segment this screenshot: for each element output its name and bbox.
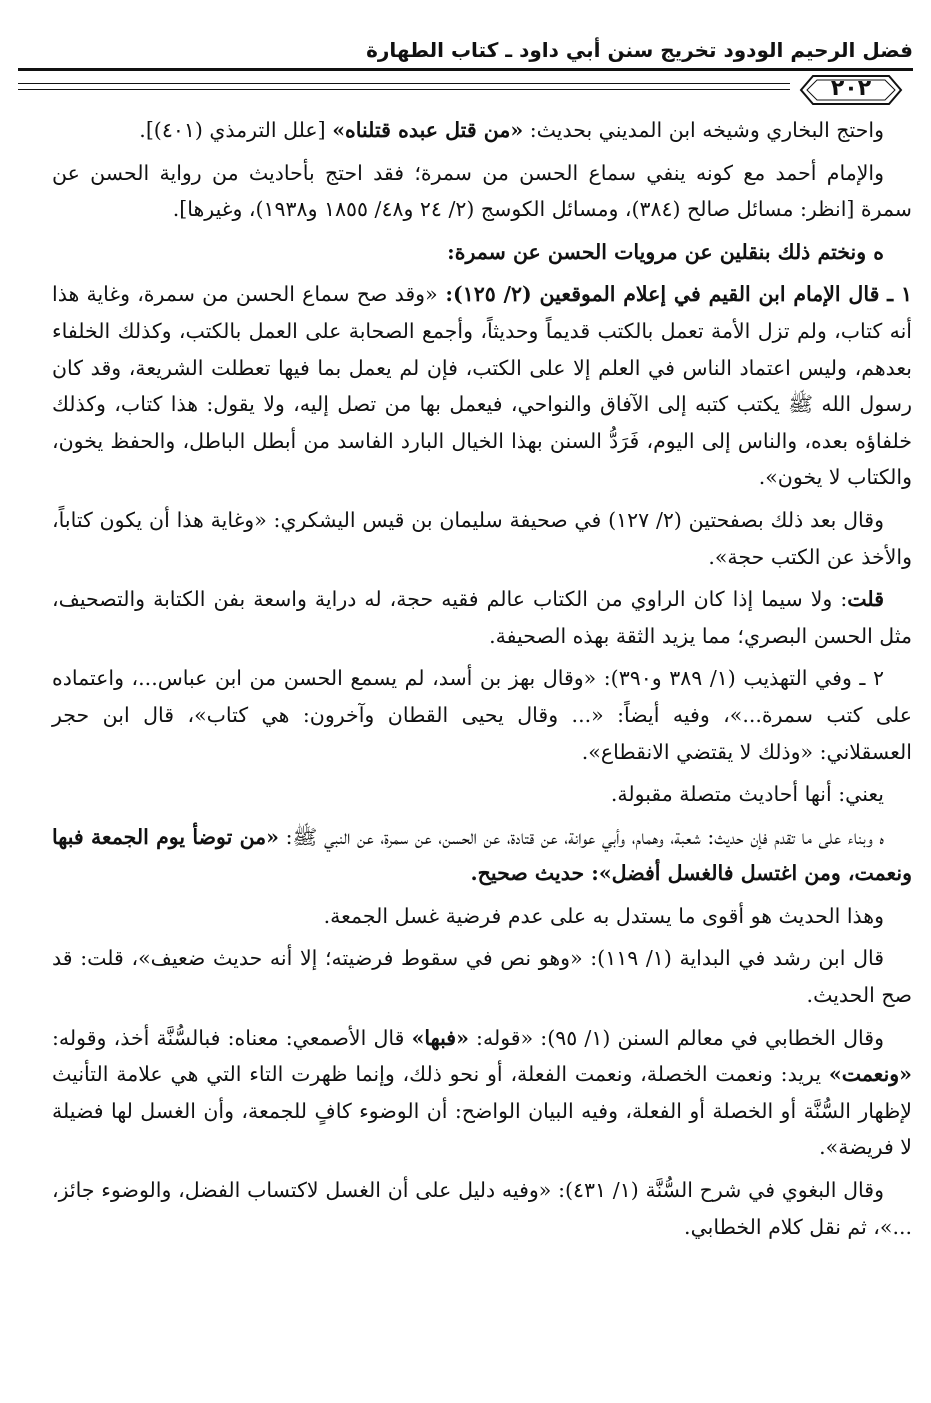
paragraph	[52, 581, 912, 654]
bold-text-run: «فبها»	[411, 1025, 469, 1050]
bold-text-run: «من توضأ يوم الجمعة فبها ونعمت، ومن اغتسل فالغسل أفضل»: حديث صحيح.	[52, 824, 912, 886]
text-run: : ولا سيما إذا كان الراوي من الكتاب عالم فقيه حجة، له دراية واسعة بفن الكتابة والتصحيف، مثل الحسن البصري؛ مما يزيد الثقة بهذه الصحيفة.	[52, 587, 912, 648]
bold-text-run: ١ ـ قال الإمام ابن القيم في إعلام الموقعين (٢/ ١٢٥):	[437, 282, 912, 307]
paragraph	[52, 819, 912, 892]
text-run: قال ابن رشد في البداية (١/ ١١٩): «وهو نص في سقوط فرضيته؛ إلا أنه حديث ضعيف»، قلت: قد صح الحديث.	[52, 946, 912, 1008]
text-run: يعني: أنها أحاديث متصلة مقبولة.	[610, 782, 884, 807]
header-double-rule-bottom	[18, 89, 790, 90]
text-run: [علل الترمذي (٤٠١)].	[139, 118, 333, 142]
header-rule	[18, 68, 913, 71]
bold-text-run: قلت	[847, 587, 884, 612]
bold-text-run: ه ونختم ذلك بنقلين عن مرويات الحسن عن سمرة:	[447, 239, 884, 264]
text-run: قال الأصمعي: معناه: فبالسُّنَّة أخذ، وقوله:	[52, 1025, 412, 1050]
paragraph	[52, 940, 912, 1013]
page-number-ornament	[791, 72, 911, 108]
paragraph	[52, 502, 912, 575]
bold-text-run: «من قتل عبده قتلناه»	[332, 118, 524, 142]
paragraph	[52, 1020, 912, 1166]
text-run: ٢ ـ وفي التهذيب (١/ ٣٨٩ و٣٩٠): «وقال بهز بن أسد، لم يسمع الحسن من ابن عباس...، واعتماده على كتب سمرة...»، وفيه أيضاً: «... وقال يحيى القطان وآخرون: هي كتاب»، قال ابن حجر العسقلاني: «وذلك لا يقتضي الانقطاع».	[52, 666, 912, 764]
text-run: وقال البغوي في شرح السُّنَّة (١/ ٤٣١): «وفيه دليل على أن الغسل لاكتساب الفضل، والوضوء جائز، ...»، ثم نقل كلام الخطابي.	[52, 1178, 912, 1239]
text-run: والإمام أحمد مع كونه ينفي سماع الحسن من سمرة؛ فقد احتج بأحاديث من رواية الحسن عن سمرة [انظر: مسائل صالح (٣٨٤)، ومسائل الكوسج (٢/ ٢٤ و٤٨/ ١٨٥٥ و١٩٣٨)، وغيرها].	[52, 160, 912, 222]
text-run: وقال الخطابي في معالم السنن (١/ ٩٥): «قوله:	[468, 1025, 884, 1050]
paragraph	[52, 660, 912, 770]
running-head: فضل الرحيم الودود تخريج سنن أبي داود ـ كتاب الطهارة	[366, 38, 913, 62]
paragraph	[52, 276, 912, 496]
paragraph	[52, 898, 912, 935]
body-text	[52, 112, 912, 1251]
paragraph	[52, 112, 912, 149]
text-run: واحتج البخاري وشيخه ابن المديني بحديث:	[523, 118, 884, 142]
text-run: ه وبناء على ما تقدم فإن حديث: شعبة، وهمام، وأبي عوانة، عن قتادة، عن الحسن، عن سمرة، عن النبي ﷺ:	[278, 824, 884, 849]
paragraph	[52, 776, 912, 813]
text-run: يريد: ونعمت الخصلة، ونعمت الفعلة، أو نحو ذلك، وإنما ظهرت التاء التي هي علامة التأنيث لإظهار السُّنَّة أو الخصلة أو الفعلة، وفيه البيان الواضح: أن الوضوء كافٍ للجمعة، وأن الغسل لها فضيلة لا فريضة».	[52, 1062, 912, 1160]
text-run: وهذا الحديث هو أقوى ما يستدل به على عدم فرضية غسل الجمعة.	[323, 903, 884, 928]
bold-text-run: «ونعمت»	[828, 1062, 912, 1087]
page-number: ٢٠٢	[830, 76, 872, 101]
header-double-rule-top	[18, 83, 790, 84]
text-run: «وقد صح سماع الحسن من سمرة، وغاية هذا أنه كتاب، ولم تزل الأمة تعمل بالكتب قديماً وحديثاً، وأجمع الصحابة على العمل بالكتب، وكذلك الخلفاء بعدهم، وليس اعتماد الناس في العلم إلا على الكتب، فإن لم يعمل بما فيها تعطلت الشريعة، وقد كان رسول الله ﷺ يكتب كتبه إلى الآفاق والنواحي، فيعمل بها من تصل إليه، ولا يقول: هذا كتاب، وكذلك خلفاؤه بعده، والناس إلى اليوم، فَرَدُّ السنن بهذا الخيال البارد الفاسد من أبطل الباطل، والحفظ يخون، والكتاب لا يخون».	[52, 282, 912, 490]
text-run: وقال بعد ذلك بصفحتين (٢/ ١٢٧) في صحيفة سليمان بن قيس اليشكري: «وغاية هذا أن يكون كتاباً، والأخذ عن الكتب حجة».	[52, 507, 912, 569]
paragraph	[52, 234, 912, 271]
paragraph	[52, 1172, 912, 1245]
paragraph	[52, 155, 912, 228]
